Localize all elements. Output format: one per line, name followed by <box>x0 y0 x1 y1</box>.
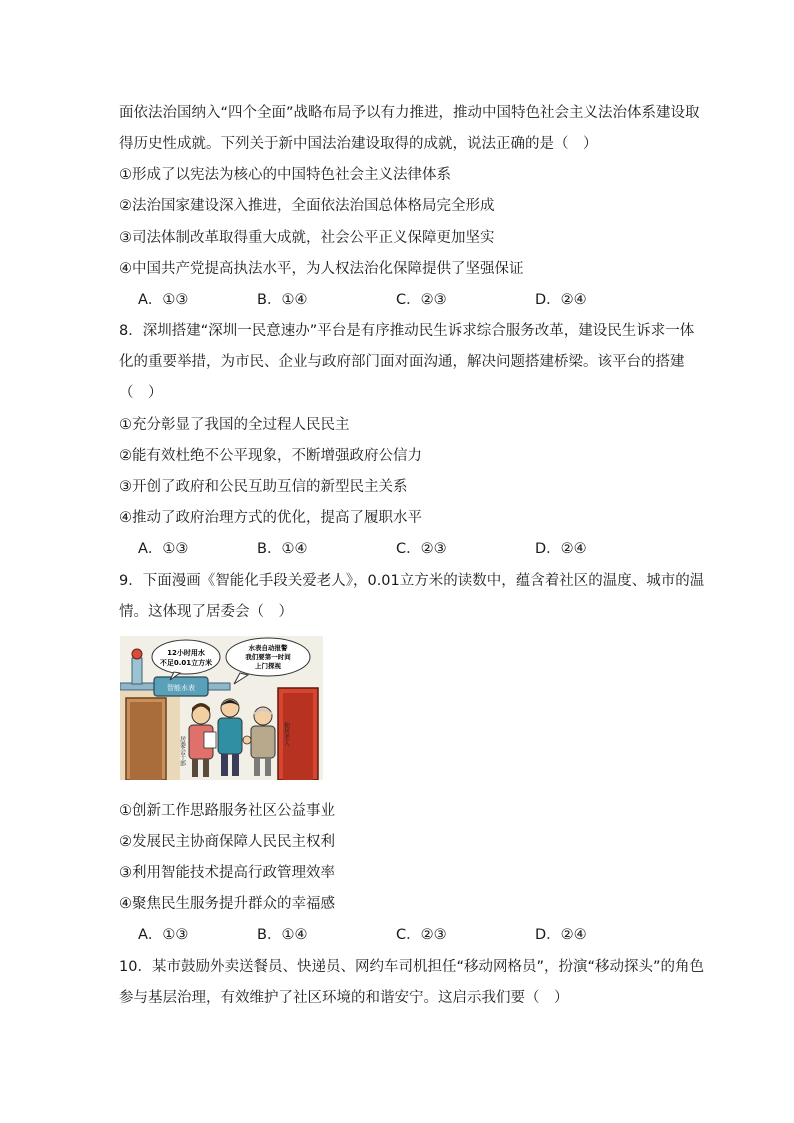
q9-cartoon <box>120 636 323 780</box>
q9-item-3: ③利用智能技术提高行政管理效率 <box>119 865 335 881</box>
q7-option-d[interactable]: D．②④ <box>535 292 587 308</box>
q8-stem-line-2: 化的重要举措，为市民、企业与政府部门面对面沟通，解决问题搭建桥梁。该平台的搭建 <box>119 354 685 370</box>
meter-label: 智能水表 <box>167 684 195 692</box>
q8-stem-line-3: （ ） <box>119 385 163 401</box>
bubble-right-line-2: 我们要第一时间 <box>245 653 291 661</box>
man-leg-left <box>221 754 228 776</box>
q9-option-d[interactable]: D．②④ <box>535 927 587 943</box>
q8-item-3: ③开创了政府和公民互助互信的新型民主关系 <box>119 479 408 495</box>
q8-option-b[interactable]: B．①④ <box>257 541 308 557</box>
man-body <box>218 718 242 754</box>
q9-option-c[interactable]: C．②③ <box>396 927 447 943</box>
q8-item-2: ②能有效杜绝不公平现象，不断增强政府公信力 <box>119 448 422 464</box>
pipe-riser <box>132 658 142 684</box>
label-elder: 独居老人 <box>282 722 290 746</box>
q8-item-4: ④推动了政府治理方式的优化，提高了履职水平 <box>119 510 422 526</box>
q7-item-2: ②法治国家建设深入推进，全面依法治国总体格局完全形成 <box>119 198 495 214</box>
q10-stem-line-1: 10．某市鼓励外卖送餐员、快递员、网约车司机担任“移动网格员”，扮演“移动探头”的角色 <box>119 959 704 975</box>
q9-item-4: ④聚焦民生服务提升群众的幸福感 <box>119 896 335 912</box>
q8-options <box>138 539 738 559</box>
q9-stem-line-2: 情。这体现了居委会（ ） <box>119 604 293 620</box>
elder-body <box>251 726 275 758</box>
q9-item-1: ①创新工作思路服务社区公益事业 <box>119 803 335 819</box>
q7-option-a[interactable]: A．①③ <box>138 292 189 308</box>
q8-option-c[interactable]: C．②③ <box>396 541 447 557</box>
q9-options <box>138 925 738 945</box>
q10-stem-line-2: 参与基层治理，有效维护了社区环境的和谐安宁。这启示我们要（ ） <box>119 990 569 1006</box>
q7-item-4: ④中国共产党提高执法水平，为人权法治化保障提供了坚强保证 <box>119 261 524 277</box>
q9-option-a[interactable]: A．①③ <box>138 927 189 943</box>
q8-option-a[interactable]: A．①③ <box>138 541 189 557</box>
q7-option-c[interactable]: C．②③ <box>396 292 447 308</box>
bubble-right-line-3: 上门探视 <box>255 662 281 670</box>
woman-paper <box>204 732 216 748</box>
q7-option-b[interactable]: B．①④ <box>257 292 308 308</box>
bubble-right-line-1: 水表自动报警 <box>248 644 288 652</box>
q7-stem-line-2: 得历史性成就。下列关于新中国法治建设取得的成就，说法正确的是（ ） <box>119 136 598 152</box>
q9-option-b[interactable]: B．①④ <box>257 927 308 943</box>
elder-leg-right <box>265 758 271 776</box>
q8-option-d[interactable]: D．②④ <box>535 541 587 557</box>
woman-leg-left <box>192 759 198 777</box>
left-door-panel <box>130 702 162 780</box>
q9-stem-line-1: 9．下面漫画《智能化手段关爱老人》，0.01立方米的读数中，蕴含着社区的温度、城市的温 <box>119 573 705 589</box>
speech-bubble-left <box>152 640 220 674</box>
man-leg-right <box>232 754 239 776</box>
elder-leg-left <box>254 758 260 776</box>
valve-icon <box>132 649 142 659</box>
q7-item-1: ①形成了以宪法为核心的中国特色社会主义法律体系 <box>119 167 451 183</box>
woman-leg-right <box>203 759 209 777</box>
bubble-left-line-1: 12小时用水 <box>167 649 205 657</box>
q7-item-3: ③司法体制改革取得重大成就，社会公平正义保障更加坚实 <box>119 230 495 246</box>
q7-stem-line-1: 面依法治国纳入“四个全面”战略布局予以有力推进，推动中国特色社会主义法治体系建设取 <box>119 105 700 121</box>
q7-options <box>138 290 738 310</box>
handshake <box>243 736 251 744</box>
bubble-left-line-2: 不足0.01立方米 <box>159 659 213 667</box>
q9-item-2: ②发展民主协商保障人民民主权利 <box>119 834 335 850</box>
q8-stem-line-1: 8．深圳搭建“深圳一民意速办”平台是有序推动民生诉求综合服务改革，建设民生诉求一体 <box>119 323 695 339</box>
q8-item-1: ①充分彰显了我国的全过程人民民主 <box>119 417 350 433</box>
label-cadre: 居委会干部 <box>178 736 186 766</box>
